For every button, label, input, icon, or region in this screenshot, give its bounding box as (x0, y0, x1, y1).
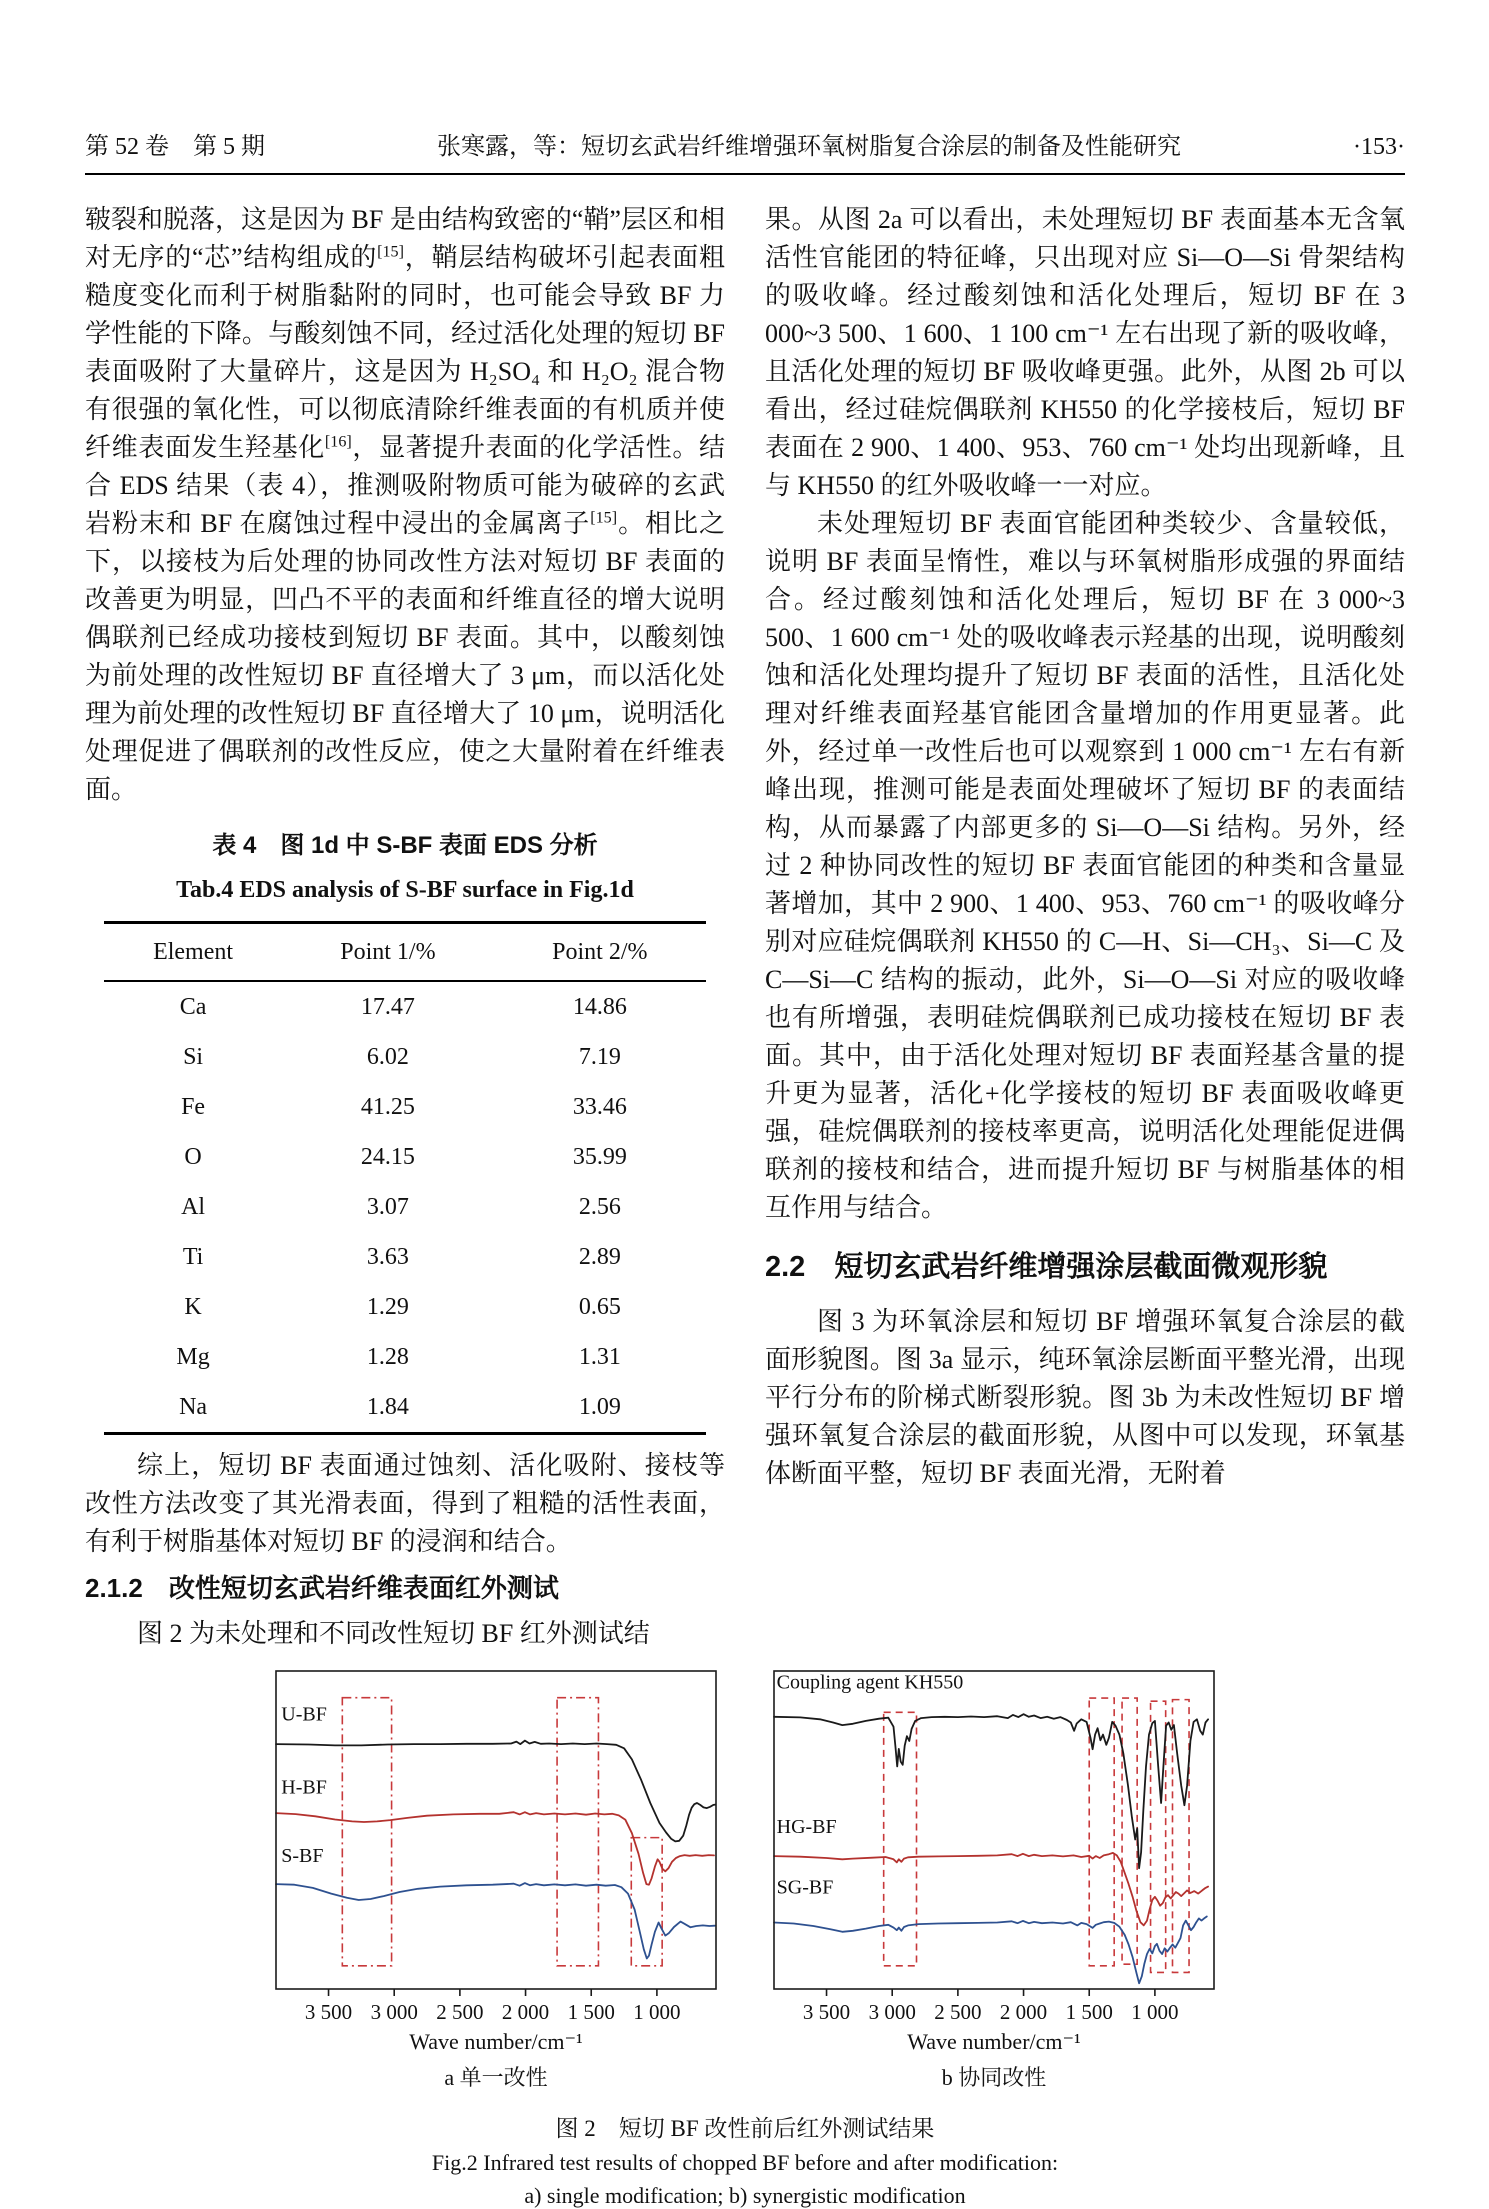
ir-spectra-chart-b (768, 1667, 1220, 2027)
spectrum-curve-HG-BF (774, 1853, 1208, 1926)
table-cell: Al (181, 1194, 206, 1220)
table-cell: 3.07 (366, 1194, 409, 1220)
x-tick-label: 2 000 (999, 2000, 1048, 2024)
panel-caption-b: b 协同改性 (941, 2065, 1047, 2090)
x-tick-label: 3 000 (868, 2000, 916, 2024)
table-cell: 7.19 (578, 1044, 621, 1070)
table-header-point1: Point 1/% (282, 923, 494, 982)
section-heading-2-2: 2.2 短切玄武岩纤维增强涂层截面微观形貌 (765, 1251, 1328, 1283)
table-row (104, 1082, 706, 1132)
figure-caption-cn: 图 2 短切 BF 改性前后红外测试结果 (555, 2116, 935, 2141)
x-tick-label: 2 500 (934, 2000, 982, 2024)
paragraph: 皲裂和脱落，这是因为 BF 是由结构致密的“鞘”层区和相对无序的“芯”结构组成的[15]，鞘层结构破坏引起表面粗糙度变化而利于树脂黏附的同时，也可能会导致 BF 力学性能的下降。与酸刻蚀不同，经过活化处理的短切 BF 表面吸附了大量碎片，这是因为 H₂SO₄ 和 H₂O₂ 混合物有很强的氧化性，可以彻底清除纤维表面的有机质并使纤维表面发生羟基化[16]，显著提升表面的化学活性。结合 EDS 结果（表 4），推测吸附物质可能为破碎的玄武岩粉末和 BF 在腐蚀过程中浸出的金属离子[15]。相比之下，以接枝为后处理的协同改性方法对短切 BF 表面的改善更为明显，凹凸不平的表面和纤维直径的增大说明偶联剂已经成功接枝到短切 BF 表面。其中，以酸刻蚀为前处理的改性短切 BF 直径增大了 3 μm，而以活化处理为前处理的改性短切 BF 直径增大了 10 μm，说明活化处理促进了偶联剂的改性反应，使之大量附着在纤维表面。 (85, 205, 725, 804)
paragraph: 综上，短切 BF 表面通过蚀刻、活化吸附、接枝等改性方法改变了其光滑表面，得到了粗糙的活性表面，有利于树脂基体对短切 BF 的浸润和结合。 (85, 1451, 725, 1556)
table-cell: 14.86 (572, 994, 627, 1020)
series-label-HG-BF: HG-BF (776, 1816, 837, 1839)
plot-frame (774, 1671, 1214, 1989)
series-label-S-BF: S-BF (281, 1844, 324, 1867)
table-row (104, 1182, 706, 1232)
table-cell: 1.84 (366, 1394, 409, 1420)
paragraph: 图 2 为未处理和不同改性短切 BF 红外测试结 (137, 1619, 650, 1648)
table-row (104, 981, 706, 1032)
header-page-number: ·153· (1353, 134, 1405, 160)
table-cell: 1.09 (578, 1394, 621, 1420)
table-cell: 6.02 (366, 1044, 409, 1070)
right-column (765, 201, 1405, 1653)
table-cell: Ti (182, 1244, 204, 1270)
ir-spectra-chart-a (270, 1667, 722, 2027)
eds-table-body (104, 981, 706, 1434)
table-row (104, 1332, 706, 1382)
table-cell: 24.15 (360, 1144, 415, 1170)
table-cell: Na (179, 1394, 208, 1420)
table-row (104, 1132, 706, 1182)
highlight-box (1122, 1698, 1137, 1964)
page-header (85, 126, 1405, 161)
table-header-element: Element (104, 923, 282, 982)
table-cell: 1.31 (578, 1344, 621, 1370)
table-cell: Fe (181, 1094, 206, 1120)
table-title-cn: 表 4 图 1d 中 S-BF 表面 EDS 分析 (212, 832, 598, 859)
highlight-box (1151, 1701, 1166, 1972)
figure-2 (85, 1667, 1405, 2092)
two-column-body (85, 201, 1405, 1653)
series-label-U-BF: U-BF (281, 1703, 327, 1726)
spectrum-curve-SG-BF (774, 1917, 1207, 1984)
table-cell: 35.99 (572, 1144, 627, 1170)
table-cell: 0.65 (578, 1294, 621, 1320)
x-axis-label-a: Wave number/cm⁻¹ (409, 2029, 583, 2054)
figure-caption (85, 2110, 1405, 2209)
eds-table-block (85, 827, 725, 1435)
table-cell: 2.89 (578, 1244, 621, 1270)
table-cell: K (184, 1294, 202, 1320)
table-cell: 3.63 (366, 1244, 409, 1270)
table-cell: 1.29 (366, 1294, 409, 1320)
table-cell: Mg (176, 1344, 210, 1370)
spectra-panel-b (768, 1667, 1220, 2092)
header-rule (85, 173, 1405, 175)
highlight-box (557, 1698, 598, 1966)
left-column (85, 201, 725, 1653)
x-tick-label: 2 000 (501, 2000, 550, 2024)
table-cell: O (184, 1144, 202, 1170)
table-cell: 17.47 (360, 994, 415, 1020)
highlight-box (342, 1698, 391, 1966)
section-heading-2-1-2: 2.1.2 改性短切玄武岩纤维表面红外测试 (85, 1573, 559, 1603)
table-header-row (104, 923, 706, 982)
table-cell: 1.28 (366, 1344, 409, 1370)
x-tick-label: 3 000 (370, 2000, 418, 2024)
table-cell: 41.25 (360, 1094, 415, 1120)
spectrum-curve-Coupling-agent-KH550 (774, 1714, 1208, 1868)
eds-table (104, 921, 706, 1435)
x-axis-label-b: Wave number/cm⁻¹ (907, 2029, 1081, 2054)
header-volume-issue: 第 52 卷 第 5 期 (85, 134, 265, 160)
x-tick-label: 1 000 (633, 2000, 681, 2024)
table-row (104, 1282, 706, 1332)
figure-caption-en-1: Fig.2 Infrared test results of chopped BF before and after modification: (431, 2150, 1059, 2175)
series-label-Coupling-agent-KH550: Coupling agent KH550 (776, 1671, 964, 1694)
paragraph: 未处理短切 BF 表面官能团种类较少、含量较低，说明 BF 表面呈惰性，难以与环氧树脂形成强的界面结合。经过酸刻蚀和活化处理后，短切 BF 在 3 000~3 500、1 600 cm⁻¹ 处的吸收峰表示羟基的出现，说明酸刻蚀和活化处理均提升了短切 BF 表面的活性，且活化处理对纤维表面羟基官能团含量增加的作用更显著。此外，经过单一改性后也可以观察到 1 000 cm⁻¹ 左右有新峰出现，推测可能是表面处理破坏了短切 BF 的表面结构，从而暴露了内部更多的 Si—O—Si 结构。另外，经过 2 种协同改性的短切 BF 表面官能团的种类和含量显著增加，其中 2 900、1 400、953、760 cm⁻¹ 的吸收峰分别对应硅烷偶联剂 KH550 的 C—H、Si—CH₃、Si—C 及 C—Si—C 结构的振动，此外，Si—O—Si 对应的吸收峰也有所增强，表明硅烷偶联剂已成功接枝在短切 BF 表面。其中，由于活化处理对短切 BF 表面羟基含量的提升更为显著，活化+化学接枝的短切 BF 表面吸收峰更强，硅烷偶联剂的接枝率更高，说明活化处理能促进偶联剂的接枝和结合，进而提升短切 BF 与树脂基体的相互作用与结合。 (765, 509, 1405, 1222)
highlight-box (631, 1838, 662, 1966)
figure-caption-en-2: a) single modification; b) synergistic modification (524, 2183, 966, 2208)
table-title-en: Tab.4 EDS analysis of S-BF surface in Fig.1d (176, 877, 634, 903)
series-label-SG-BF: SG-BF (776, 1876, 834, 1899)
header-running-title: 张寒露，等：短切玄武岩纤维增强环氧树脂复合涂层的制备及性能研究 (437, 134, 1181, 160)
x-tick-label: 1 500 (1065, 2000, 1113, 2024)
x-tick-label: 2 500 (436, 2000, 484, 2024)
x-tick-label: 1 000 (1131, 2000, 1179, 2024)
x-tick-label: 1 500 (567, 2000, 615, 2024)
x-tick-label: 3 500 (304, 2000, 353, 2024)
spectra-panel-a (270, 1667, 722, 2092)
series-label-H-BF: H-BF (281, 1776, 327, 1799)
table-cell: Si (183, 1044, 204, 1070)
table-cell: 33.46 (572, 1094, 627, 1120)
table-header-point2: Point 2/% (494, 923, 706, 982)
table-row (104, 1232, 706, 1282)
paragraph: 图 3 为环氧涂层和短切 BF 增强环氧复合涂层的截面形貌图。图 3a 显示，纯环氧涂层断面平整光滑，出现平行分布的阶梯式断裂形貌。图 3b 为未改性短切 BF 增强环氧复合涂层的截面形貌，从图中可以发现，环氧基体断面平整，短切 BF 表面光滑，无附着 (765, 1307, 1405, 1488)
paragraph: 果。从图 2a 可以看出，未处理短切 BF 表面基本无含氧活性官能团的特征峰，只出现对应 Si—O—Si 骨架结构的吸收峰。经过酸刻蚀和活化处理后，短切 BF 在 3 000~3 500、1 600、1 100 cm⁻¹ 左右出现了新的吸收峰，且活化处理的短切 BF 吸收峰更强。此外，从图 2b 可以看出，经过硅烷偶联剂 KH550 的化学接枝后，短切 BF 表面在 2 900、1 400、953、760 cm⁻¹ 处均出现新峰，且与 KH550 的红外吸收峰一一对应。 (765, 205, 1405, 500)
table-cell: 2.56 (578, 1194, 621, 1220)
panel-caption-a: a 单一改性 (444, 2065, 548, 2090)
table-row (104, 1032, 706, 1082)
table-cell: Ca (179, 994, 207, 1020)
table-row (104, 1382, 706, 1434)
x-tick-label: 3 500 (802, 2000, 851, 2024)
